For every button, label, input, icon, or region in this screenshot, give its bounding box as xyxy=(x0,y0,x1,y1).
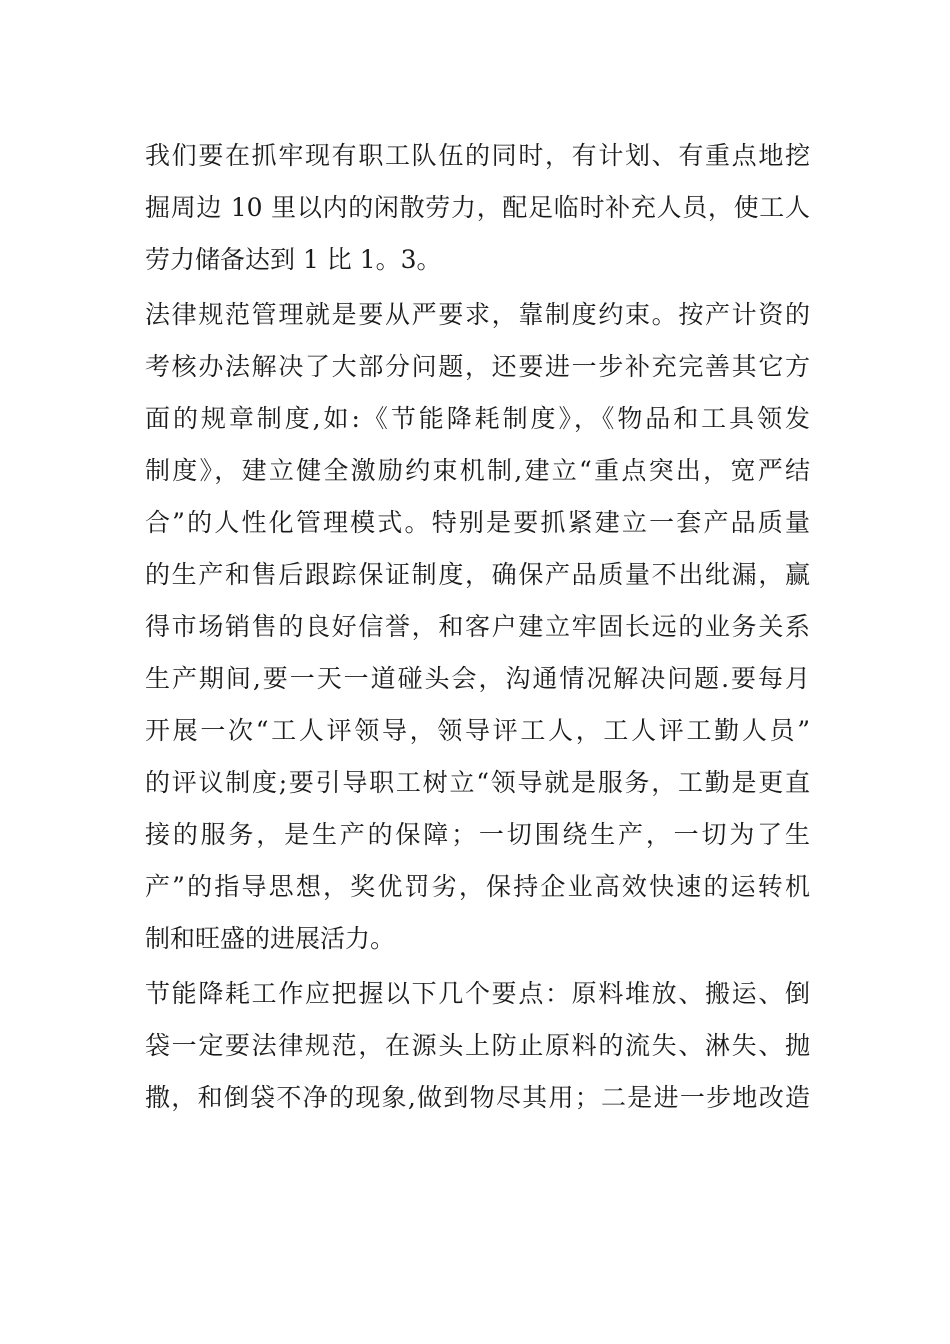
text-line: 合”的人性化管理模式。特别是要抓紧建立一套产品质量 xyxy=(145,508,810,537)
text-line: 得市场销售的良好信誉，和客户建立牢固长远的业务关系 xyxy=(145,612,810,641)
text-line: 生产期间,要一天一道碰头会，沟通情况解决问题.要每月 xyxy=(145,664,810,693)
text-line: 产”的指导思想，奖优罚劣，保持企业高效快速的运转机 xyxy=(145,872,810,901)
paragraph xyxy=(145,968,810,1124)
paragraph xyxy=(145,289,810,965)
text-line: 制和旺盛的进展活力。 xyxy=(145,924,396,953)
text-line: 制度》，建立健全激励约束机制,建立“重点突出，宽严结 xyxy=(145,456,810,485)
text-line: 节能降耗工作应把握以下几个要点：原料堆放、搬运、倒 xyxy=(145,979,810,1008)
text-line: 的评议制度;要引导职工树立“领导就是服务，工勤是更直 xyxy=(145,768,810,797)
text-line: 掘周边 10 里以内的闲散劳力，配足临时补充人员，使工人 xyxy=(145,193,810,222)
text-line: 撒，和倒袋不净的现象,做到物尽其用；二是进一步地改造 xyxy=(145,1083,810,1112)
text-line: 开展一次“工人评领导，领导评工人，工人评工勤人员” xyxy=(145,716,810,745)
text-line: 劳力储备达到 1 比 1。3。 xyxy=(145,245,442,274)
text-line: 面的规章制度,如:《节能降耗制度》，《物品和工具领发 xyxy=(145,404,810,433)
text-line: 接的服务，是生产的保障；一切围绕生产，一切为了生 xyxy=(145,820,810,849)
text-line: 法律规范管理就是要从严要求，靠制度约束。按产计资的 xyxy=(145,300,810,329)
text-line: 考核办法解决了大部分问题，还要进一步补充完善其它方 xyxy=(145,352,810,381)
body-text xyxy=(145,130,810,1124)
text-line: 我们要在抓牢现有职工队伍的同时，有计划、有重点地挖 xyxy=(145,141,810,170)
text-line: 袋一定要法律规范，在源头上防止原料的流失、淋失、抛 xyxy=(145,1031,810,1060)
text-line: 的生产和售后跟踪保证制度，确保产品质量不出纰漏，赢 xyxy=(145,560,810,589)
paragraph xyxy=(145,130,810,286)
